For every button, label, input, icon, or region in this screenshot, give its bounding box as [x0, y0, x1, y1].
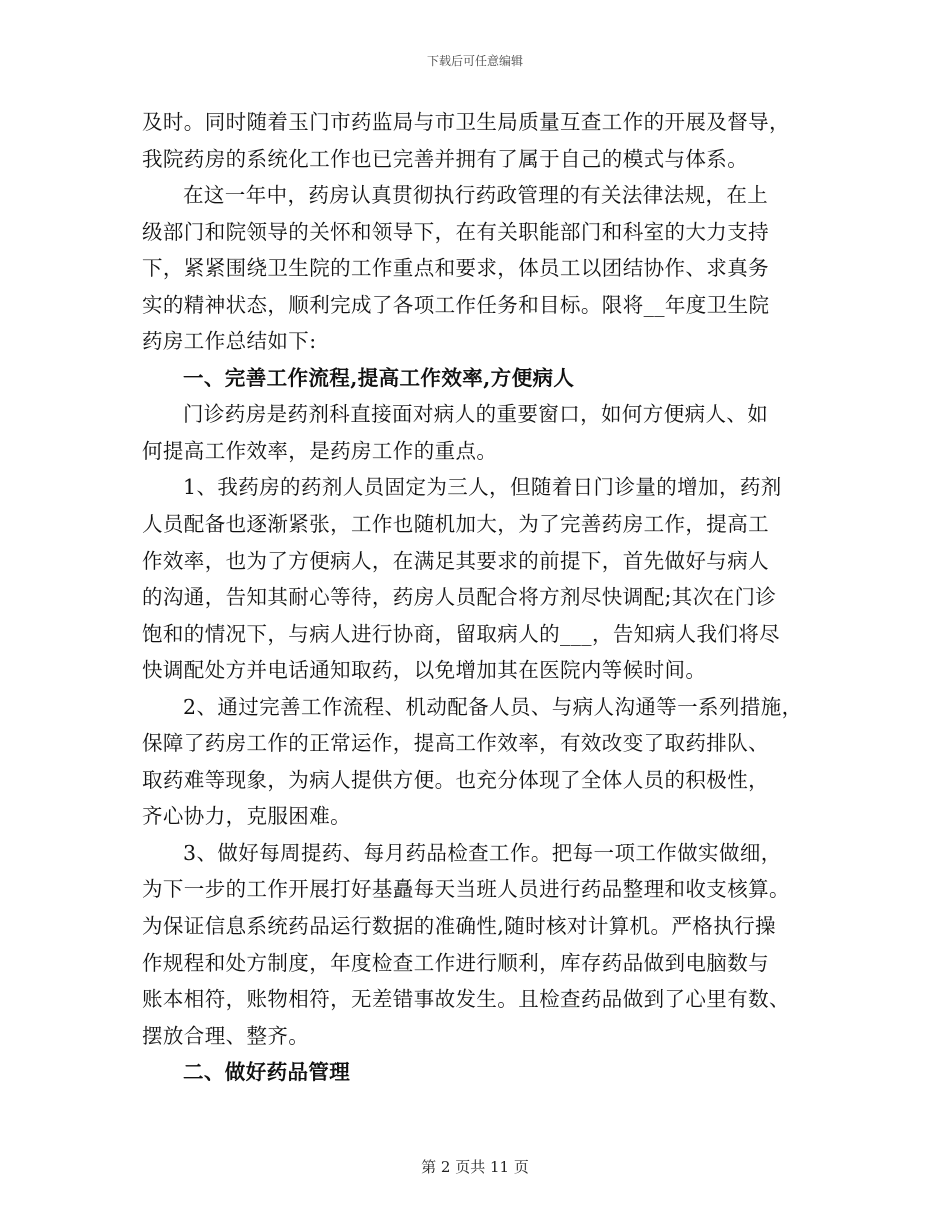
paragraph-line: 保障了药房工作的正常运作，提高工作效率，有效改变了取药排队、 [142, 731, 769, 756]
page-footer: 第 2 页共 11 页 [421, 1158, 529, 1176]
paragraph-line: 在这一年中，药房认真贯彻执行药政管理的有关法律法规，在上 [183, 183, 769, 208]
paragraph-line: 作效率，也为了方便病人，在满足其要求的前提下，首先做好与病人 [142, 548, 769, 573]
paragraph-line: 快调配处方并电话通知取药，以免增加其在医院内等候时间。 [142, 658, 707, 683]
paragraph-line: 2、通过完善工作流程、机动配备人员、与病人沟通等一系列措施， [183, 694, 803, 719]
paragraph-line: 门诊药房是药剂科直接面对病人的重要窗口，如何方便病人、如 [183, 402, 769, 427]
paragraph-line: 下，紧紧围绕卫生院的工作重点和要求，体员工以团结协作、求真务 [142, 256, 769, 281]
paragraph-line: 药房工作总结如下: [142, 329, 317, 354]
page-header: 下载后可任意编辑 [426, 54, 523, 68]
section-heading: 二、做好药品管理 [183, 1060, 351, 1085]
paragraph-line: 人员配备也逐渐紧张，工作也随机加大，为了完善药房工作，提高工 [142, 512, 769, 537]
paragraph-line: 何提高工作效率，是药房工作的重点。 [142, 438, 498, 463]
section-heading: 一、完善工作流程,提高工作效率,方便病人 [183, 365, 575, 390]
paragraph-line: 级部门和院领导的关怀和领导下，在有关职能部门和科室的大力支持 [142, 219, 769, 244]
document-body [142, 104, 832, 1091]
paragraph-line: 3、做好每周提药、每月药品检查工作。把每一项工作做实做细， [183, 840, 782, 865]
paragraph-line: 为下一步的工作开展打好基矗每天当班人员进行药品整理和收支核算。 [142, 877, 790, 902]
paragraph-line: 摆放合理、整齐。 [142, 1023, 310, 1048]
paragraph-line: 我院药房的系统化工作也已完善并拥有了属于自己的模式与体系。 [142, 146, 749, 171]
paragraph-line: 取药难等现象，为病人提供方便。也充分体现了全体人员的积极性， [142, 767, 769, 792]
paragraph-line: 1、我药房的药剂人员固定为三人，但随着日门诊量的增加，药剂 [183, 475, 782, 500]
paragraph-line: 作规程和处方制度，年度检查工作进行顺利，库存药品做到电脑数与 [142, 950, 769, 975]
paragraph-line: 齐心协力，克服困难。 [142, 804, 351, 829]
paragraph-line: 实的精神状态，顺利完成了各项工作任务和目标。限将__年度卫生院 [142, 292, 770, 317]
paragraph-line: 的沟通，告知其耐心等待，药房人员配合将方剂尽快调配;其次在门诊 [142, 585, 777, 610]
paragraph-line: 饱和的情况下，与病人进行协商，留取病人的___，告知病人我们将尽 [142, 621, 781, 646]
paragraph-line: 为保证信息系统药品运行数据的准确性,随时核对计算机。严格执行操 [142, 914, 776, 939]
paragraph-line: 及时。同时随着玉门市药监局与市卫生局质量互查工作的开展及督导， [142, 110, 790, 134]
paragraph-line: 账本相符，账物相符，无差错事故发生。且检查药品做到了心里有数、 [142, 987, 790, 1012]
